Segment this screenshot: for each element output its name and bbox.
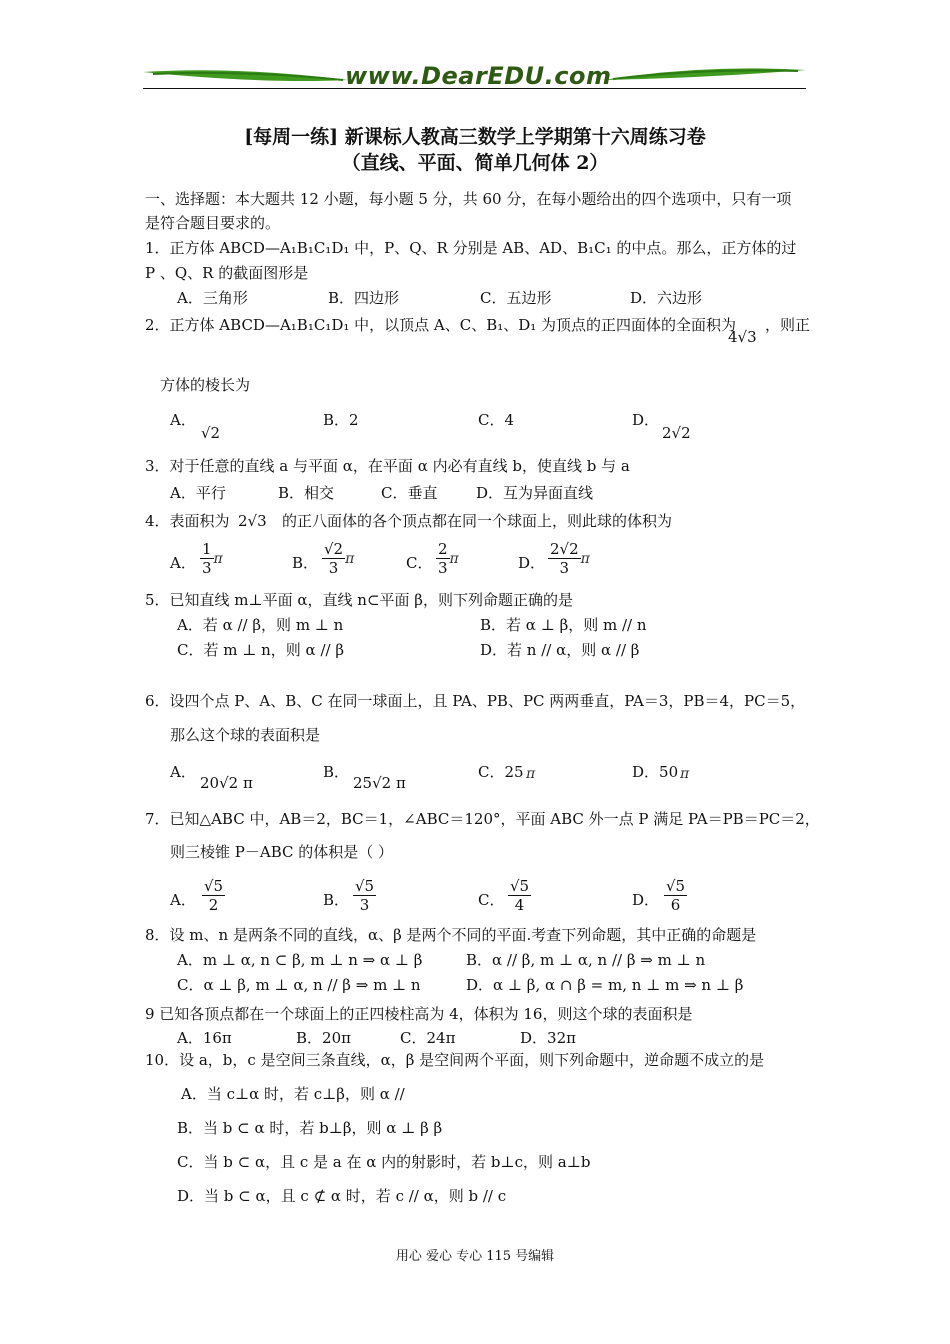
q7-d-num: √5 xyxy=(666,877,686,895)
q8-option-c: C．α ⊥ β, m ⊥ α, n // β ⇒ m ⊥ n xyxy=(177,976,421,994)
q3-option-d: D．互为异面直线 xyxy=(476,484,594,502)
q4-b-pi: π xyxy=(345,551,355,567)
q4-option-d-fraction xyxy=(548,540,590,577)
page-footer: 用心 爱心 专心 115 号编辑 xyxy=(395,1249,555,1264)
q4-option-b-fraction xyxy=(322,540,354,577)
q7-a-den: 2 xyxy=(208,896,219,914)
q6-option-a-value: 20√2 π xyxy=(200,774,253,792)
q8-option-a: A．m ⊥ α, n ⊂ β, m ⊥ n ⇒ α ⊥ β xyxy=(177,951,423,969)
q4-stem-b: 的正八面体的各个顶点都在同一个球面上，则此球的体积为 xyxy=(282,512,673,530)
q3-option-c: C．垂直 xyxy=(381,484,438,502)
q9-option-b: B．20π xyxy=(296,1029,351,1047)
q6-option-d: D．50 xyxy=(632,763,679,781)
q7-d-den: 6 xyxy=(670,896,681,914)
q2-area-value: 4√3 xyxy=(728,328,757,346)
q4-b-num: √2 xyxy=(324,540,344,558)
q4-a-num: 1 xyxy=(202,540,212,558)
q7-option-d-label: D． xyxy=(632,891,660,909)
q7-a-num: √5 xyxy=(204,877,224,895)
q4-c-num: 2 xyxy=(438,540,448,558)
q9-option-d: D．32π xyxy=(520,1029,576,1047)
q1-option-a: A．三角形 xyxy=(177,289,248,307)
q4-option-c-fraction xyxy=(436,540,459,577)
q7-option-a-label: A． xyxy=(170,891,196,909)
intro-line-2: 是符合题目要求的。 xyxy=(145,214,281,232)
q4-a-pi: π xyxy=(213,551,223,567)
q2-option-d-value: 2√2 xyxy=(662,424,691,442)
q5-option-b: B．若 α ⊥ β，则 m // n xyxy=(480,616,647,634)
q4-d-pi: π xyxy=(580,551,590,567)
q3-option-a: A．平行 xyxy=(170,484,226,502)
q4-b-den: 3 xyxy=(328,559,339,577)
q2-option-c: C．4 xyxy=(478,411,515,429)
q7-b-den: 3 xyxy=(359,896,370,914)
title-line-1: [每周一练] 新课标人教高三数学上学期第十六周练习卷 xyxy=(244,126,706,148)
q4-d-den: 3 xyxy=(559,559,570,577)
q7-option-b-fraction xyxy=(353,877,376,914)
q4-stem-a: 4．表面积为 xyxy=(145,512,230,530)
q10-option-c: C．当 b ⊂ α，且 c 是 a 在 α 内的射影时，若 b⊥c，则 a⊥b xyxy=(177,1153,591,1171)
q4-option-a-fraction xyxy=(200,540,223,577)
q3-option-b: B．相交 xyxy=(278,484,335,502)
q4-option-a-label: A． xyxy=(170,554,196,572)
q1-option-b: B．四边形 xyxy=(328,289,400,307)
q1-option-c: C．五边形 xyxy=(480,289,552,307)
q3-stem: 3．对于任意的直线 a 与平面 α，在平面 α 内必有直线 b，使直线 b 与 a xyxy=(145,457,630,475)
q9-option-a: A．16π xyxy=(177,1029,232,1047)
q7-c-den: 4 xyxy=(514,896,525,914)
q7-option-a-fraction xyxy=(202,877,225,914)
title-line-2: （直线、平面、简单几何体 2） xyxy=(341,152,609,174)
q4-a-den: 3 xyxy=(202,559,212,577)
q8-stem: 8．设 m、n 是两条不同的直线，α、β 是两个不同的平面.考查下列命题，其中正确的命题是 xyxy=(145,926,757,944)
q4-d-num: 2√2 xyxy=(550,540,579,558)
q6-stem-line-2: 那么这个球的表面积是 xyxy=(170,726,321,744)
q2-stem-line-1: 2．正方体 ABCD—A₁B₁C₁D₁ 中，以顶点 A、C、B₁、D₁ 为顶点的正四面体的全面积为 xyxy=(145,316,737,334)
q5-option-a: A．若 α // β，则 m ⊥ n xyxy=(177,616,344,634)
q7-option-c-fraction xyxy=(508,877,531,914)
q9-option-c: C．24π xyxy=(400,1029,456,1047)
q7-option-b-label: B． xyxy=(323,891,350,909)
q4-c-den: 3 xyxy=(438,559,448,577)
q10-option-a: A．当 c⊥α 时，若 c⊥β，则 α // xyxy=(181,1085,405,1103)
q6-option-d-pi: π xyxy=(680,766,690,782)
logo-text: www.DearEDU.com xyxy=(345,62,612,90)
q2-option-b: B．2 xyxy=(323,411,359,429)
q10-option-d: D．当 b ⊂ α，且 c ⊄ α 时，若 c // α，则 b // c xyxy=(177,1187,507,1205)
q2-stem-tail: ，则正 xyxy=(765,316,811,334)
q6-stem-line-1: 6．设四个点 P、A、B、C 在同一球面上，且 PA、PB、PC 两两垂直，PA＝3，PB＝4，PC＝5， xyxy=(145,692,806,710)
q6-option-c-pi: π xyxy=(526,766,536,782)
q7-option-c-label: C． xyxy=(478,891,505,909)
q5-stem: 5．已知直线 m⊥平面 α，直线 n⊂平面 β，则下列命题正确的是 xyxy=(145,591,573,609)
q6-option-c: C．25 xyxy=(478,763,524,781)
q10-stem: 10．设 a，b，c 是空间三条直线，α，β 是空间两个平面，则下列命题中，逆命题不成立的是 xyxy=(145,1051,765,1069)
q10-option-b: B．当 b ⊂ α 时，若 b⊥β，则 α ⊥ β β xyxy=(177,1119,443,1137)
intro-line-1: 一、选择题：本大题共 12 小题，每小题 5 分，共 60 分，在每小题给出的四个选项中，只有一项 xyxy=(145,190,792,208)
q4-option-c-label: C． xyxy=(406,554,433,572)
q7-c-num: √5 xyxy=(510,877,530,895)
q2-option-d: D． xyxy=(632,411,660,429)
q7-b-num: √5 xyxy=(355,877,375,895)
q1-stem-line-2: P 、Q、R 的截面图形是 xyxy=(145,264,309,282)
q9-stem: 9 已知各顶点都在一个球面上的正四棱柱高为 4，体积为 16，则这个球的表面积是 xyxy=(145,1005,693,1023)
q7-stem-line-1: 7．已知△ABC 中，AB＝2，BC＝1，∠ABC＝120°，平面 ABC 外一点 P 满足 PA＝PB＝PC＝2， xyxy=(145,810,820,828)
header-rule xyxy=(143,88,806,89)
q6-option-b: B． xyxy=(323,763,350,781)
q4-option-d-label: D． xyxy=(518,554,546,572)
q4-surface-value: 2√3 xyxy=(238,512,267,530)
q2-stem-line-2: 方体的棱长为 xyxy=(160,376,251,394)
q6-option-a: A． xyxy=(170,763,196,781)
q4-option-b-label: B． xyxy=(292,554,319,572)
q5-option-c: C．若 m ⊥ n，则 α // β xyxy=(177,641,344,659)
q5-option-d: D．若 n // α，则 α // β xyxy=(480,641,640,659)
q1-stem-line-1: 1．正方体 ABCD—A₁B₁C₁D₁ 中，P、Q、R 分别是 AB、AD、B₁C₁ 的中点。那么，正方体的过 xyxy=(145,239,797,257)
q4-c-pi: π xyxy=(449,551,459,567)
q2-option-a-value: √2 xyxy=(201,424,221,442)
q8-option-b: B．α // β, m ⊥ α, n // β ⇒ m ⊥ n xyxy=(466,951,706,969)
q7-option-d-fraction xyxy=(664,877,687,914)
q2-option-a: A． xyxy=(170,411,196,429)
q1-option-d: D．六边形 xyxy=(630,289,703,307)
q6-option-b-value: 25√2 π xyxy=(353,774,406,792)
q8-option-d: D．α ⊥ β, α ∩ β = m, n ⊥ m ⇒ n ⊥ β xyxy=(466,976,744,994)
q7-stem-line-2: 则三棱锥 P－ABC 的体积是（ ） xyxy=(170,843,394,861)
